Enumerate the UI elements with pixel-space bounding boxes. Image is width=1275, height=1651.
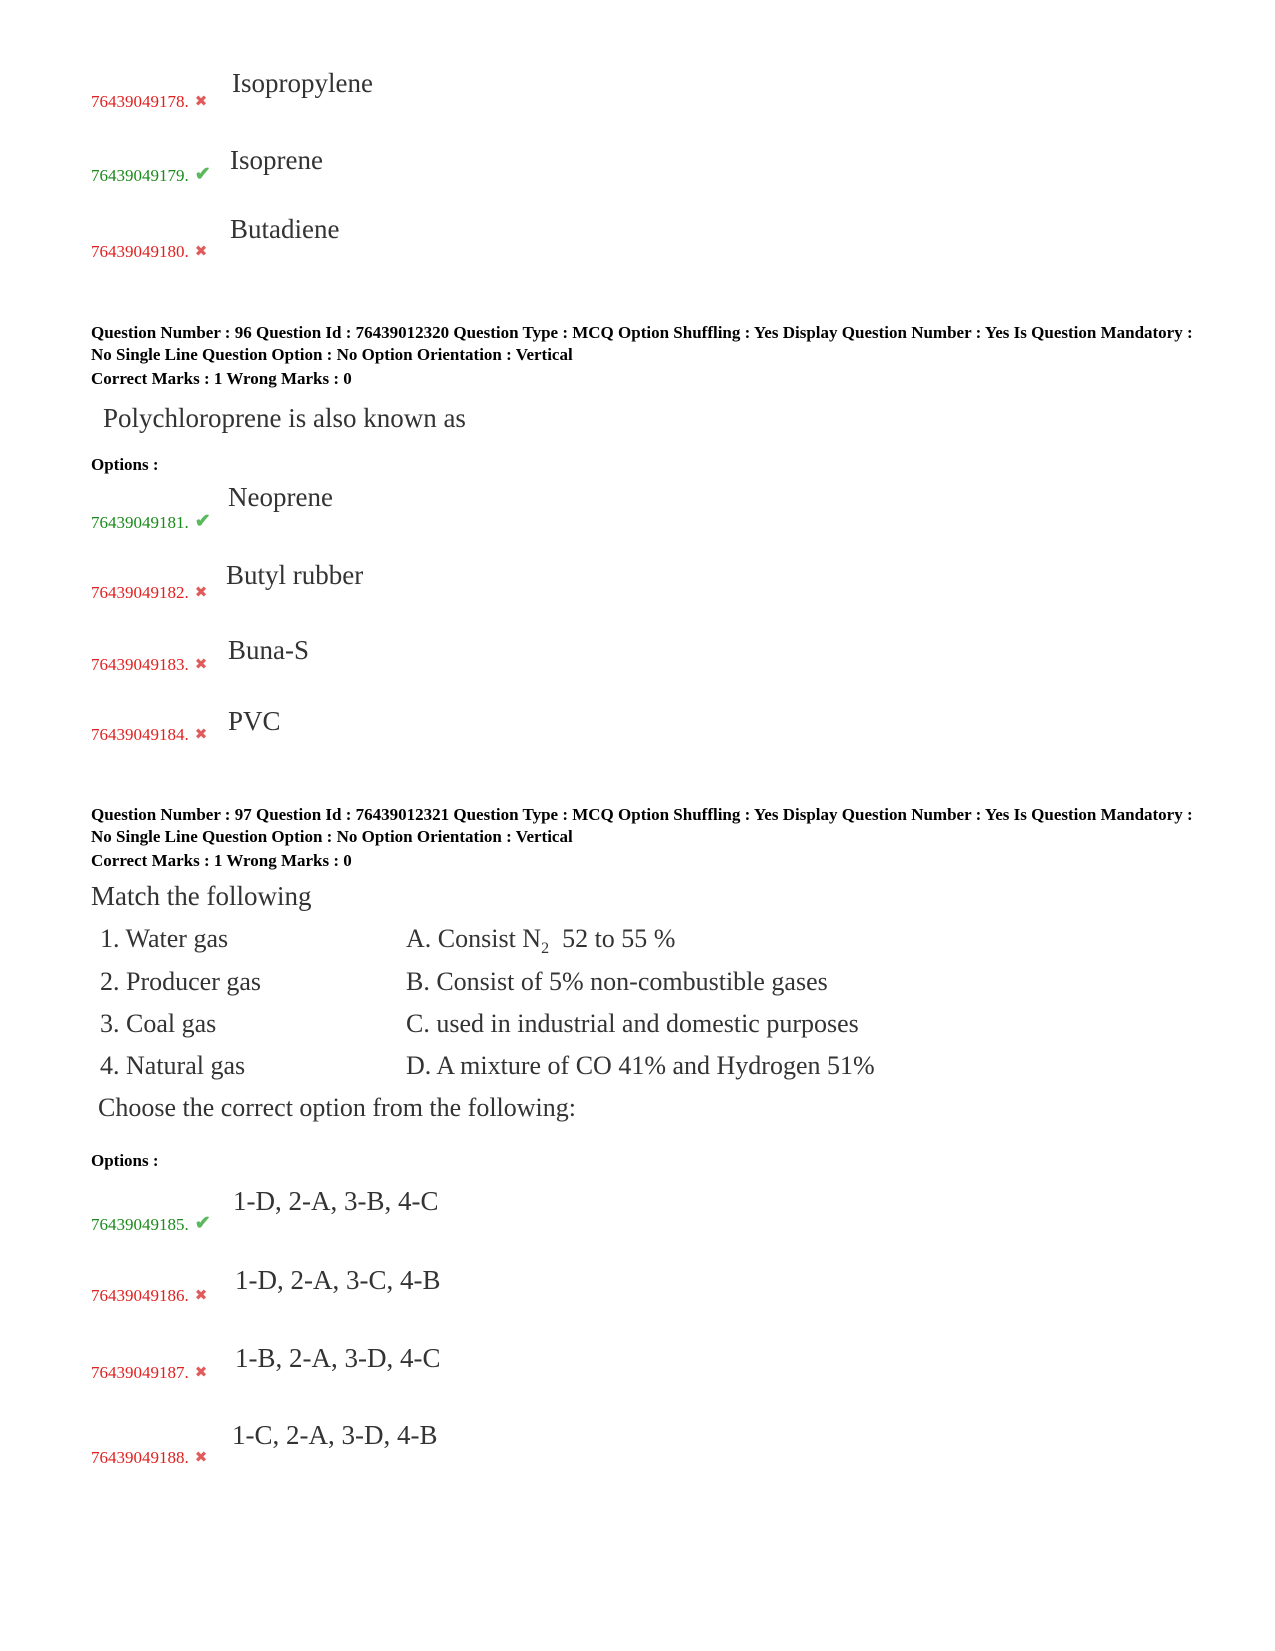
cross-icon: ✖	[194, 1450, 208, 1466]
option-text: 1-B, 2-A, 3-D, 4-C	[235, 1343, 441, 1373]
option-id: 76439049188.	[91, 1448, 189, 1467]
option-row	[91, 725, 207, 745]
option-text: PVC	[228, 706, 281, 736]
cross-icon: ✖	[194, 244, 208, 260]
option-id: 76439049184.	[91, 725, 189, 744]
match-left-3: 3. Coal gas	[100, 1009, 217, 1038]
option-id: 76439049183.	[91, 655, 189, 674]
options-label: Options :	[91, 1151, 159, 1170]
check-icon: ✔	[194, 511, 211, 532]
match-left-2: 2. Producer gas	[100, 967, 262, 996]
cross-icon: ✖	[194, 94, 208, 110]
option-row	[91, 1448, 207, 1468]
subscript: 2	[541, 940, 550, 958]
question-marks: Correct Marks : 1 Wrong Marks : 0	[91, 851, 352, 870]
match-right-a-prefix: A. Consist N	[406, 924, 542, 953]
match-right-c: C. used in industrial and domestic purposes	[406, 1009, 859, 1038]
option-row	[91, 1212, 211, 1235]
option-row	[91, 1363, 207, 1383]
question-text: Match the following	[91, 881, 312, 911]
option-row	[91, 163, 211, 186]
option-text: Butadiene	[230, 214, 340, 244]
option-id: 76439049178.	[91, 92, 189, 111]
option-id: 76439049179.	[91, 166, 189, 185]
check-icon: ✔	[194, 164, 211, 185]
option-text: Isoprene	[230, 145, 323, 175]
option-id: 76439049186.	[91, 1286, 189, 1305]
option-text: Butyl rubber	[226, 560, 364, 590]
option-text: Buna-S	[228, 635, 309, 665]
question-header: Question Number : 96 Question Id : 76439012320 Question Type : MCQ Option Shuffling : Yes Display Question Number : Yes Is Question Mandatory : No Single Line Question Option : No Option Orientation : Vertical	[91, 323, 1193, 364]
option-id: 76439049180.	[91, 242, 189, 261]
option-row	[91, 655, 207, 675]
match-left-1: 1. Water gas	[100, 924, 229, 953]
option-row	[91, 583, 207, 603]
option-id: 76439049187.	[91, 1363, 189, 1382]
cross-icon: ✖	[194, 727, 208, 743]
option-text: Neoprene	[228, 482, 333, 512]
option-row	[91, 92, 207, 112]
option-id: 76439049185.	[91, 1215, 189, 1234]
cross-icon: ✖	[194, 657, 208, 673]
match-right-b: B. Consist of 5% non-combustible gases	[406, 967, 828, 996]
option-text: 1-D, 2-A, 3-B, 4-C	[233, 1186, 439, 1216]
question-instruction: Choose the correct option from the following:	[98, 1093, 577, 1122]
options-label: Options :	[91, 455, 159, 474]
option-text: 1-D, 2-A, 3-C, 4-B	[235, 1265, 441, 1295]
option-id: 76439049182.	[91, 583, 189, 602]
option-text: Isopropylene	[232, 68, 373, 98]
check-icon: ✔	[194, 1213, 211, 1234]
cross-icon: ✖	[194, 1288, 208, 1304]
cross-icon: ✖	[194, 1365, 208, 1381]
match-right-d: D. A mixture of CO 41% and Hydrogen 51%	[406, 1051, 875, 1080]
cross-icon: ✖	[194, 585, 208, 601]
option-row	[91, 1286, 207, 1306]
question-marks: Correct Marks : 1 Wrong Marks : 0	[91, 369, 352, 388]
match-left-4: 4. Natural gas	[100, 1051, 246, 1080]
match-right-a	[406, 924, 675, 958]
option-row	[91, 510, 211, 533]
match-right-a-suffix: 52 to 55 %	[562, 924, 676, 953]
option-text: 1-C, 2-A, 3-D, 4-B	[232, 1420, 438, 1450]
question-text: Polychloroprene is also known as	[103, 403, 466, 433]
option-row	[91, 242, 207, 262]
option-id: 76439049181.	[91, 513, 189, 532]
question-header: Question Number : 97 Question Id : 76439012321 Question Type : MCQ Option Shuffling : Yes Display Question Number : Yes Is Question Mandatory : No Single Line Question Option : No Option Orientation : Vertical	[91, 805, 1193, 846]
